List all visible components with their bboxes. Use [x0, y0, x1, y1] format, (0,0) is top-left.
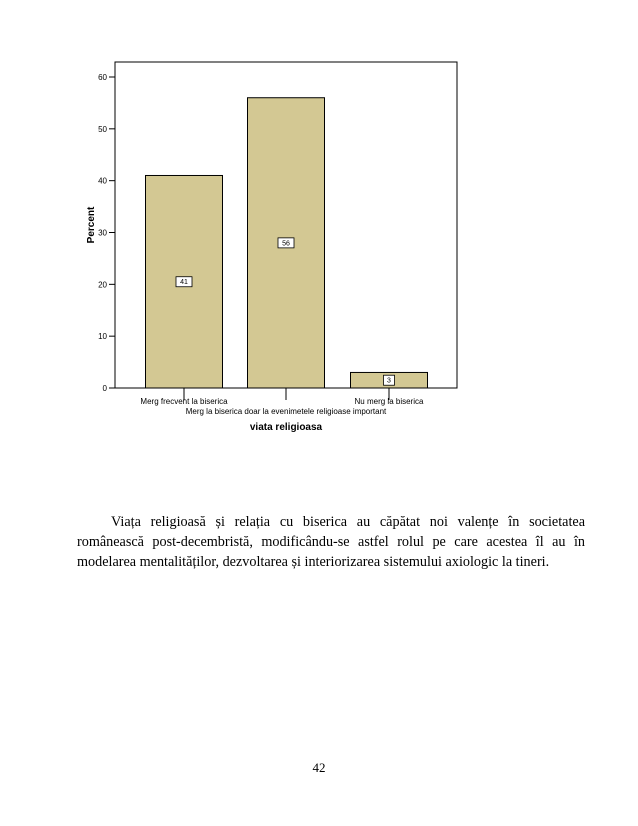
x-axis — [140, 388, 424, 416]
category-label: Merg frecvent la biserica — [140, 397, 228, 406]
y-axis — [98, 73, 115, 393]
body-paragraph: Viața religioasă și relația cu biserica au căpătat noi valențe în societatea românească post-decembristă, modificându-se astfel rolul pe care acestea îl au în modelarea mentalităților, dezvoltarea și interiorizarea sistemului axiologic la tineri. — [77, 514, 585, 570]
y-tick-label: 30 — [98, 228, 107, 238]
y-tick-label: 60 — [98, 73, 107, 82]
data-label: 3 — [387, 377, 391, 385]
category-label: Nu merg la biserica — [354, 397, 424, 406]
y-tick-label: 20 — [98, 280, 107, 290]
category-label: Merg la biserica doar la evenimetele religioase important — [185, 407, 387, 416]
y-tick-label: 10 — [98, 332, 107, 342]
x-axis-title: viata religioasa — [249, 422, 323, 433]
y-tick-label: 40 — [98, 176, 107, 186]
y-tick-label: 0 — [102, 384, 107, 393]
data-label: 41 — [180, 279, 188, 287]
bars — [146, 98, 428, 388]
data-label: 56 — [282, 240, 290, 248]
y-tick-label: 50 — [98, 124, 107, 134]
page-number: 42 — [312, 760, 326, 775]
y-axis-title: Percent — [86, 206, 97, 244]
